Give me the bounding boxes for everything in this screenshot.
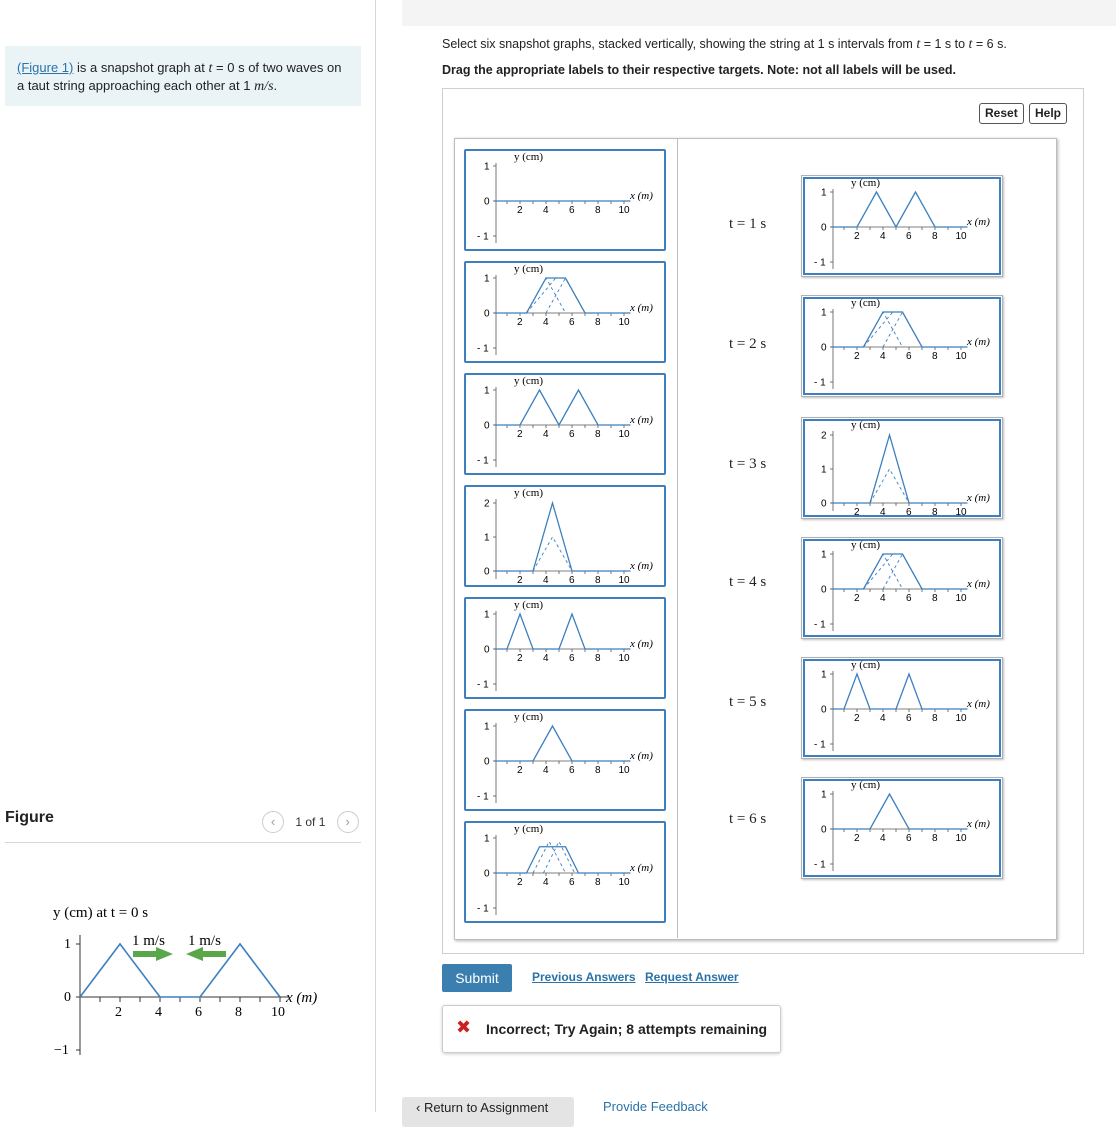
wave-line bbox=[494, 278, 631, 313]
y-axis-label: y (cm) bbox=[514, 487, 544, 499]
x-tick-label: 4 bbox=[543, 765, 549, 776]
fig-xtick: 6 bbox=[195, 1005, 202, 1020]
fig-ytick: 0 bbox=[64, 990, 71, 1005]
wave-line bbox=[831, 674, 968, 709]
y-tick-label: - 1 bbox=[814, 257, 826, 269]
y-tick-label: 2 bbox=[484, 498, 490, 510]
x-tick-label: 2 bbox=[854, 231, 860, 242]
x-axis-label: x (m) bbox=[630, 414, 653, 426]
x-tick-label: 8 bbox=[595, 765, 601, 776]
component-wave-dashed bbox=[864, 312, 903, 347]
wave-line bbox=[494, 726, 631, 761]
x-tick-label: 8 bbox=[932, 593, 938, 604]
instr-text: = 1 s to bbox=[923, 37, 966, 51]
provide-feedback-link[interactable]: Provide Feedback bbox=[603, 1099, 708, 1114]
snapshot-graph bbox=[464, 821, 666, 923]
fig-xtick: 10 bbox=[271, 1005, 285, 1020]
intro-text-2: = 0 s of two waves on a taut string approaching each other at 1 bbox=[17, 60, 342, 93]
x-tick-label: 6 bbox=[569, 205, 575, 216]
arrow-left-icon bbox=[186, 947, 226, 961]
x-tick-label: 4 bbox=[543, 317, 549, 328]
wave-line bbox=[831, 435, 968, 503]
x-tick-label: 8 bbox=[932, 507, 938, 518]
figure-1-graph bbox=[40, 895, 340, 1070]
drop-target-3[interactable] bbox=[801, 417, 1003, 519]
x-tick-label: 4 bbox=[880, 713, 886, 724]
drop-target-1[interactable] bbox=[801, 175, 1003, 277]
x-tick-label: 8 bbox=[932, 231, 938, 242]
x-axis-label: x (m) bbox=[630, 638, 653, 650]
y-tick-label: - 1 bbox=[477, 231, 489, 243]
time-label-6: t = 6 s bbox=[729, 811, 767, 827]
instr-t-var: t bbox=[916, 37, 921, 52]
y-tick-label: 0 bbox=[821, 584, 827, 596]
chevron-right-icon[interactable]: › bbox=[337, 811, 359, 833]
y-axis-label: y (cm) bbox=[851, 659, 881, 671]
drop-target-5[interactable] bbox=[801, 657, 1003, 759]
draggable-graph-small-trapezoid[interactable] bbox=[464, 821, 666, 923]
x-tick-label: 6 bbox=[569, 575, 575, 586]
y-axis-label: y (cm) bbox=[514, 375, 544, 387]
x-tick-label: 4 bbox=[880, 351, 886, 362]
x-tick-label: 4 bbox=[880, 593, 886, 604]
y-tick-label: 1 bbox=[484, 609, 490, 621]
y-tick-label: 1 bbox=[484, 721, 490, 733]
x-tick-label: 10 bbox=[618, 317, 630, 328]
y-tick-label: 1 bbox=[821, 187, 827, 199]
x-tick-label: 4 bbox=[880, 507, 886, 518]
x-tick-label: 6 bbox=[569, 653, 575, 664]
placed-snapshot-graph bbox=[801, 657, 1003, 759]
x-tick-label: 8 bbox=[595, 205, 601, 216]
component-wave-dashed bbox=[883, 312, 922, 347]
x-tick-label: 10 bbox=[618, 877, 630, 888]
component-wave-dashed bbox=[533, 537, 572, 571]
wave-line bbox=[831, 312, 968, 347]
x-tick-label: 10 bbox=[618, 575, 630, 586]
wave-line bbox=[494, 847, 631, 873]
placed-snapshot-graph bbox=[801, 295, 1003, 397]
x-tick-label: 8 bbox=[595, 877, 601, 888]
x-tick-label: 2 bbox=[517, 575, 523, 586]
x-axis-label: x (m) bbox=[630, 302, 653, 314]
y-tick-label: 0 bbox=[484, 308, 490, 320]
x-tick-label: 2 bbox=[517, 653, 523, 664]
y-tick-label: 0 bbox=[821, 222, 827, 234]
x-tick-label: 10 bbox=[955, 231, 967, 242]
request-answer-link[interactable]: Request Answer bbox=[645, 970, 739, 984]
x-tick-label: 6 bbox=[906, 593, 912, 604]
snapshot-graph bbox=[464, 485, 666, 587]
draggable-graph-trapezoid-overlap[interactable] bbox=[464, 261, 666, 363]
x-tick-label: 2 bbox=[854, 833, 860, 844]
x-tick-label: 6 bbox=[906, 833, 912, 844]
x-axis-label: x (m) bbox=[630, 750, 653, 762]
speed-label-left: 1 m/s bbox=[188, 933, 221, 949]
snapshot-graph bbox=[464, 709, 666, 811]
submit-button[interactable]: Submit bbox=[442, 964, 512, 992]
y-axis-label: y (cm) bbox=[514, 599, 544, 611]
figure-pager bbox=[262, 811, 359, 833]
y-tick-label: 0 bbox=[484, 756, 490, 768]
y-tick-label: - 1 bbox=[477, 791, 489, 803]
y-axis-label: y (cm) bbox=[514, 711, 544, 723]
intro-t-var: t bbox=[208, 61, 213, 76]
x-tick-label: 2 bbox=[854, 507, 860, 518]
component-wave-dashed bbox=[527, 278, 566, 313]
fig-ytick: −1 bbox=[54, 1043, 69, 1058]
time-label-2: t = 2 s bbox=[729, 336, 767, 352]
x-tick-label: 10 bbox=[955, 351, 967, 362]
x-tick-label: 10 bbox=[955, 833, 967, 844]
x-tick-label: 8 bbox=[595, 317, 601, 328]
y-axis-label: y (cm) bbox=[851, 779, 881, 791]
instr-t-var: t bbox=[968, 37, 973, 52]
fig-xtick: 4 bbox=[155, 1005, 162, 1020]
y-tick-label: 1 bbox=[821, 789, 827, 801]
wave-line bbox=[494, 614, 631, 649]
x-tick-label: 8 bbox=[932, 351, 938, 362]
placed-snapshot-graph bbox=[801, 777, 1003, 879]
x-tick-label: 8 bbox=[932, 833, 938, 844]
x-tick-label: 8 bbox=[932, 713, 938, 724]
x-tick-label: 10 bbox=[618, 429, 630, 440]
x-tick-label: 6 bbox=[906, 507, 912, 518]
wave-line bbox=[494, 503, 631, 571]
y-tick-label: 1 bbox=[484, 532, 490, 544]
x-axis-label: x (m) bbox=[967, 492, 990, 504]
x-tick-label: 2 bbox=[854, 593, 860, 604]
draggable-graph-separated-triangles[interactable] bbox=[464, 597, 666, 699]
snapshot-graph bbox=[464, 373, 666, 475]
y-tick-label: - 1 bbox=[477, 679, 489, 691]
drop-target-6[interactable] bbox=[801, 777, 1003, 879]
x-tick-label: 2 bbox=[517, 317, 523, 328]
y-tick-label: 0 bbox=[484, 196, 490, 208]
x-tick-label: 8 bbox=[595, 575, 601, 586]
wave-line bbox=[494, 390, 631, 425]
y-tick-label: - 1 bbox=[814, 739, 826, 751]
x-tick-label: 6 bbox=[569, 765, 575, 776]
y-axis-label: y (cm) bbox=[851, 539, 881, 551]
snapshot-graph bbox=[464, 261, 666, 363]
x-axis-label: x (m) bbox=[630, 862, 653, 874]
y-tick-label: 1 bbox=[821, 307, 827, 319]
y-axis-label: y (cm) bbox=[514, 823, 544, 835]
x-tick-label: 10 bbox=[955, 713, 967, 724]
y-tick-label: 0 bbox=[821, 824, 827, 836]
x-axis-label: x (m) bbox=[967, 818, 990, 830]
x-tick-label: 6 bbox=[906, 231, 912, 242]
intro-unit: m/s bbox=[254, 79, 274, 94]
feedback-text: Incorrect; Try Again; 8 attempts remaining bbox=[486, 1021, 768, 1037]
wave-line bbox=[831, 794, 968, 829]
snapshot-graph bbox=[464, 149, 666, 251]
x-tick-label: 4 bbox=[543, 575, 549, 586]
column-divider bbox=[677, 139, 678, 938]
time-label-5: t = 5 s bbox=[729, 694, 767, 710]
drop-target-4[interactable] bbox=[801, 537, 1003, 639]
y-axis-label: y (cm) bbox=[851, 297, 881, 309]
fig-xtick: 8 bbox=[235, 1005, 242, 1020]
time-label-3: t = 3 s bbox=[729, 456, 767, 472]
placed-snapshot-graph bbox=[801, 537, 1003, 639]
instr-text: Select six snapshot graphs, stacked vertically, showing the string at 1 s intervals from bbox=[442, 37, 913, 51]
x-tick-label: 2 bbox=[517, 205, 523, 216]
y-tick-label: - 1 bbox=[814, 859, 826, 871]
x-axis-label: x (m) bbox=[967, 698, 990, 710]
fig-xlabel: x (m) bbox=[286, 990, 318, 1006]
feedback-box bbox=[442, 1005, 781, 1053]
instruction-line-2: Drag the appropriate labels to their respective targets. Note: not all labels will be used. bbox=[442, 63, 957, 77]
x-tick-label: 4 bbox=[880, 833, 886, 844]
placed-snapshot-graph bbox=[801, 175, 1003, 277]
x-tick-label: 6 bbox=[906, 351, 912, 362]
placed-snapshot-graph bbox=[801, 417, 1003, 519]
x-tick-label: 2 bbox=[854, 351, 860, 362]
y-axis-label: y (cm) bbox=[514, 263, 544, 275]
figure-title: Figure bbox=[5, 809, 54, 826]
y-tick-label: 2 bbox=[821, 430, 827, 442]
y-tick-label: 1 bbox=[484, 273, 490, 285]
figure-link[interactable]: (Figure 1) bbox=[17, 60, 74, 75]
x-tick-label: 6 bbox=[569, 877, 575, 888]
y-tick-label: - 1 bbox=[477, 455, 489, 467]
y-tick-label: 0 bbox=[484, 420, 490, 432]
x-tick-label: 8 bbox=[595, 653, 601, 664]
draggable-graph-flat[interactable] bbox=[464, 149, 666, 251]
component-wave-dashed bbox=[870, 469, 909, 503]
y-tick-label: 0 bbox=[484, 566, 490, 578]
x-tick-label: 2 bbox=[517, 429, 523, 440]
x-axis-label: x (m) bbox=[630, 190, 653, 202]
pager-text: 1 of 1 bbox=[295, 815, 326, 829]
component-wave-dashed bbox=[864, 554, 903, 589]
y-tick-label: - 1 bbox=[477, 903, 489, 915]
component-wave-dashed bbox=[883, 554, 922, 589]
x-tick-label: 2 bbox=[517, 765, 523, 776]
y-axis-label: y (cm) bbox=[514, 151, 544, 163]
x-axis-label: x (m) bbox=[967, 578, 990, 590]
wave-line bbox=[831, 192, 968, 227]
draggable-graph-adjacent-triangles[interactable] bbox=[464, 373, 666, 475]
instr-text: = 6 s. bbox=[975, 37, 1007, 51]
x-tick-label: 10 bbox=[955, 507, 967, 518]
x-tick-label: 4 bbox=[880, 231, 886, 242]
x-tick-label: 10 bbox=[955, 593, 967, 604]
instruction-line-1 bbox=[442, 37, 1007, 53]
top-bar bbox=[402, 0, 1116, 26]
x-tick-label: 6 bbox=[569, 317, 575, 328]
x-tick-label: 10 bbox=[618, 765, 630, 776]
x-tick-label: 10 bbox=[618, 653, 630, 664]
x-tick-label: 8 bbox=[595, 429, 601, 440]
x-tick-label: 2 bbox=[517, 877, 523, 888]
intro-text-1: is a snapshot graph at bbox=[76, 60, 205, 75]
x-tick-label: 6 bbox=[906, 713, 912, 724]
y-tick-label: 0 bbox=[821, 704, 827, 716]
return-to-assignment-button[interactable]: ‹ Return to Assignment bbox=[402, 1097, 574, 1127]
x-icon: ✖ bbox=[456, 1017, 472, 1037]
reset-button[interactable]: Reset bbox=[979, 103, 1024, 124]
y-tick-label: - 1 bbox=[477, 343, 489, 355]
snapshot-graph bbox=[464, 597, 666, 699]
y-tick-label: 1 bbox=[821, 669, 827, 681]
figure-ylabel: y (cm) at t = 0 s bbox=[53, 905, 149, 921]
y-axis-label: y (cm) bbox=[851, 177, 881, 189]
y-tick-label: 0 bbox=[484, 868, 490, 880]
x-tick-label: 4 bbox=[543, 429, 549, 440]
fig-xtick: 2 bbox=[115, 1005, 122, 1020]
x-tick-label: 10 bbox=[618, 205, 630, 216]
x-tick-label: 4 bbox=[543, 205, 549, 216]
y-tick-label: 0 bbox=[821, 342, 827, 354]
drop-target-2[interactable] bbox=[801, 295, 1003, 397]
y-tick-label: 1 bbox=[821, 549, 827, 561]
problem-intro bbox=[5, 46, 361, 106]
x-axis-label: x (m) bbox=[967, 336, 990, 348]
figure-header bbox=[5, 808, 361, 843]
speed-label-right: 1 m/s bbox=[132, 933, 165, 949]
y-axis-label: y (cm) bbox=[851, 419, 881, 431]
y-tick-label: 0 bbox=[821, 498, 827, 510]
time-label-1: t = 1 s bbox=[729, 216, 767, 232]
component-wave-dashed bbox=[546, 278, 585, 313]
x-tick-label: 4 bbox=[543, 653, 549, 664]
y-tick-label: - 1 bbox=[814, 377, 826, 389]
left-panel bbox=[0, 0, 376, 1112]
intro-end: . bbox=[273, 78, 278, 93]
fig-wave-line bbox=[80, 944, 280, 997]
x-axis-label: x (m) bbox=[967, 216, 990, 228]
draggable-graph-tall-peak[interactable] bbox=[464, 485, 666, 587]
help-button[interactable]: Help bbox=[1029, 103, 1067, 124]
x-tick-label: 6 bbox=[569, 429, 575, 440]
y-tick-label: - 1 bbox=[814, 619, 826, 631]
previous-answers-link[interactable]: Previous Answers bbox=[532, 970, 636, 984]
y-tick-label: 1 bbox=[484, 385, 490, 397]
wave-line bbox=[831, 554, 968, 589]
time-label-4: t = 4 s bbox=[729, 574, 767, 590]
y-tick-label: 1 bbox=[821, 464, 827, 476]
arrow-right-icon bbox=[133, 947, 173, 961]
draggable-graph-single-triangle[interactable] bbox=[464, 709, 666, 811]
y-tick-label: 0 bbox=[484, 644, 490, 656]
x-tick-label: 4 bbox=[543, 877, 549, 888]
chevron-left-icon[interactable]: ‹ bbox=[262, 811, 284, 833]
fig-ytick: 1 bbox=[64, 937, 71, 952]
y-tick-label: 1 bbox=[484, 161, 490, 173]
x-axis-label: x (m) bbox=[630, 560, 653, 572]
x-tick-label: 2 bbox=[854, 713, 860, 724]
y-tick-label: 1 bbox=[484, 833, 490, 845]
